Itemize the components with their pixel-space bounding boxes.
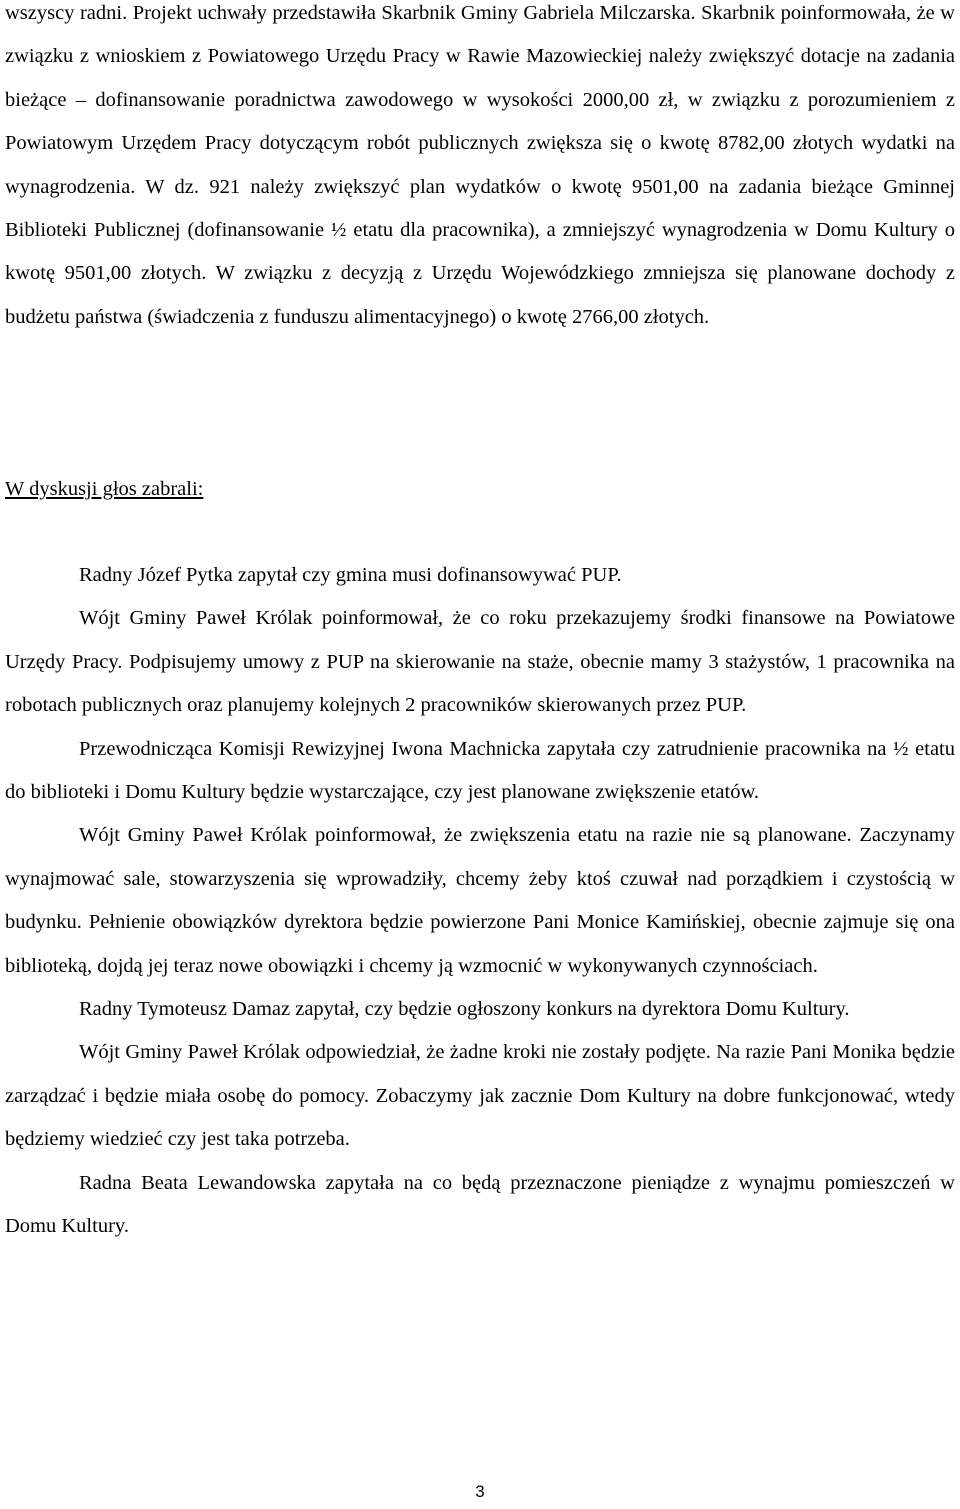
paragraph-pytka-question: Radny Józef Pytka zapytał czy gmina musi dofinansowywać PUP. [79,564,622,586]
page-number: 3 [475,1482,485,1501]
paragraph-krolak-answer-pup: Wójt Gminy Paweł Królak poinformował, że co roku przekazujemy środki finansowe na Powiatowe Urzędy Pracy. Podpisujemy umowy z PUP na skierowanie na staże, obecnie mamy 3 stażystów, 1 pracownika na robotach publicznych oraz planujemy kolejnych 2 pracowników skierowanych przez PUP. [5,607,955,717]
discussion-heading: W dyskusji głos zabrali: [5,478,204,500]
paragraph-damaz-question: Radny Tymoteusz Damaz zapytał, czy będzie ogłoszony konkurs na dyrektora Domu Kultury. [79,998,850,1021]
document-page [5,0,955,1238]
opening-paragraph: wszyscy radni. Projekt uchwały przedstawiła Skarbnik Gminy Gabriela Milczarska. Skarbnik poinformowała, że w związku z wnioskiem z Powiatowego Urzędu Pracy w Rawie Mazowieckiej należy zwiększyć dotacje na zadania bieżące – dofinansowanie poradnictwa zawodowego w wysokości 2000,00 zł, w związku z porozumieniem z Powiatowym Urzędem Pracy dotyczącym robót publicznych zwiększa się o kwotę 8782,00 złotych wydatki na wynagrodzenia. W dz. 921 należy zwiększyć plan wydatków o kwotę 9501,00 na zadania bieżące Gminnej Biblioteki Publicznej (dofinansowanie ½ etatu dla pracownika), a zmniejszyć wynagrodzenia w Domu Kultury o kwotę 9501,00 złotych. W związku z decyzją z Urzędu Wojewódzkiego zmniejsza się planowane dochody z budżetu państwa (świadczenia z funduszu alimentacyjnego) o kwotę 2766,00 złotych. [5,2,955,328]
paragraph-krolak-answer-etaty: Wójt Gminy Paweł Królak poinformował, że zwiększenia etatu na razie nie są planowane. Zaczynamy wynajmować sale, stowarzyszenia się wprowadziły, chcemy żeby ktoś czuwał nad porządkiem i czystością w budynku. Pełnienie obowiązków dyrektora będzie powierzone Pani Monice Kamińskiej, obecnie zajmuje się ona biblioteką, dojdą jej teraz nowe obowiązki i chcemy ją wzmocnić w wykonywanych czynnościach. [5,824,955,977]
paragraph-krolak-answer-konkurs: Wójt Gminy Paweł Królak odpowiedział, że żadne kroki nie zostały podjęte. Na razie Pani Monika będzie zarządzać i będzie miała osobę do pomocy. Zobaczymy jak zacznie Dom Kultury na dobre funkcjonować, wtedy będziemy wiedzieć czy jest taka potrzeba. [5,1041,955,1151]
paragraph-machnicka-question: Przewodnicząca Komisji Rewizyjnej Iwona Machnicka zapytała czy zatrudnienie pracownika na ½ etatu do biblioteki i Domu Kultury będzie wystarczające, czy jest planowane zwiększenie etatów. [5,737,955,804]
discussion-section [5,554,955,1249]
paragraph-lewandowska-question: Radna Beata Lewandowska zapytała na co będą przeznaczone pieniądze z wynajmu pomieszczeń w Domu Kultury. [5,1171,955,1238]
